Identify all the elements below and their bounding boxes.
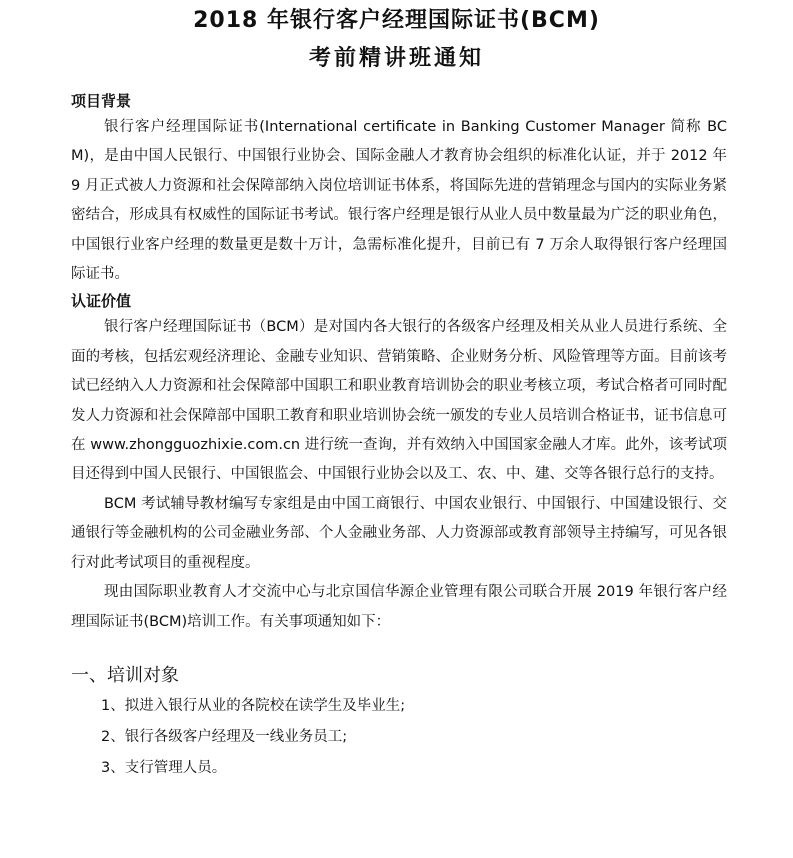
document-body — [71, 89, 727, 784]
section-heading-value: 认证价值 — [71, 292, 132, 311]
paragraph-value-1: 银行客户经理国际证书（BCM）是对国内各大银行的各级客户经理及相关从业人员进行系统、全面的考核，包括宏观经济理论、金融专业知识、营销策略、企业财务分析、风险管理等方面。目前该考试已经纳入人力资源和社会保障部中国职工和职业教育培训协会的职业考核立项，考试合格者可同时配发人力资源和社会保障部中国职工教育和职业培训协会统一颁发的专业人员培训合格证书，证书信息可在 www.zhongguozhixie.com.cn 进行统一查询，并有效纳入中国国家金融人才库。此外，该考试项目还得到中国人民银行、中国银监会、中国银行业协会以及工、农、中、建、交等各银行总行的支持。 — [71, 319, 727, 483]
list-item: 1、拟进入银行从业的各院校在读学生及毕业生; — [101, 697, 406, 714]
list-item: 3、支行管理人员。 — [101, 759, 227, 776]
section-heading-training-target: 一、培训对象 — [71, 664, 179, 686]
paragraph-background: 银行客户经理国际证书(International certificate in Banking Customer Manager 简称 BCM)，是由中国人民银行、中国银行业协会、国际金融人才教育协会组织的标准化认证，并于 2012 年 9 月正式被人力资源和社会保障部纳入岗位培训证书体系，将国际先进的营销理念与国内的实际业务紧密结合，形成具有权威性的国际证书考试。银行客户经理是银行从业人员中数量最为广泛的职业角色，中国银行业客户经理的数量更是数十万计，急需标准化提升，目前已有 7 万余人取得银行客户经理国际证书。 — [71, 119, 727, 283]
paragraph-value-2: BCM 考试辅导教材编写专家组是由中国工商银行、中国农业银行、中国银行、中国建设银行、交通银行等金融机构的公司金融业务部、个人金融业务部、人力资源部或教育部领导主持编写，可见各银行对此考试项目的重视程度。 — [71, 495, 727, 571]
list-item: 2、银行各级客户经理及一线业务员工; — [101, 728, 348, 745]
paragraph-value-3: 现由国际职业教育人才交流中心与北京国信华源企业管理有限公司联合开展 2019 年银行客户经理国际证书(BCM)培训工作。有关事项通知如下： — [71, 584, 727, 630]
section-heading-background: 项目背景 — [71, 92, 132, 110]
document-title-line2: 考前精讲班通知 — [308, 46, 484, 71]
document-title-line1: 2018 年银行客户经理国际证书(BCM) — [193, 8, 600, 33]
